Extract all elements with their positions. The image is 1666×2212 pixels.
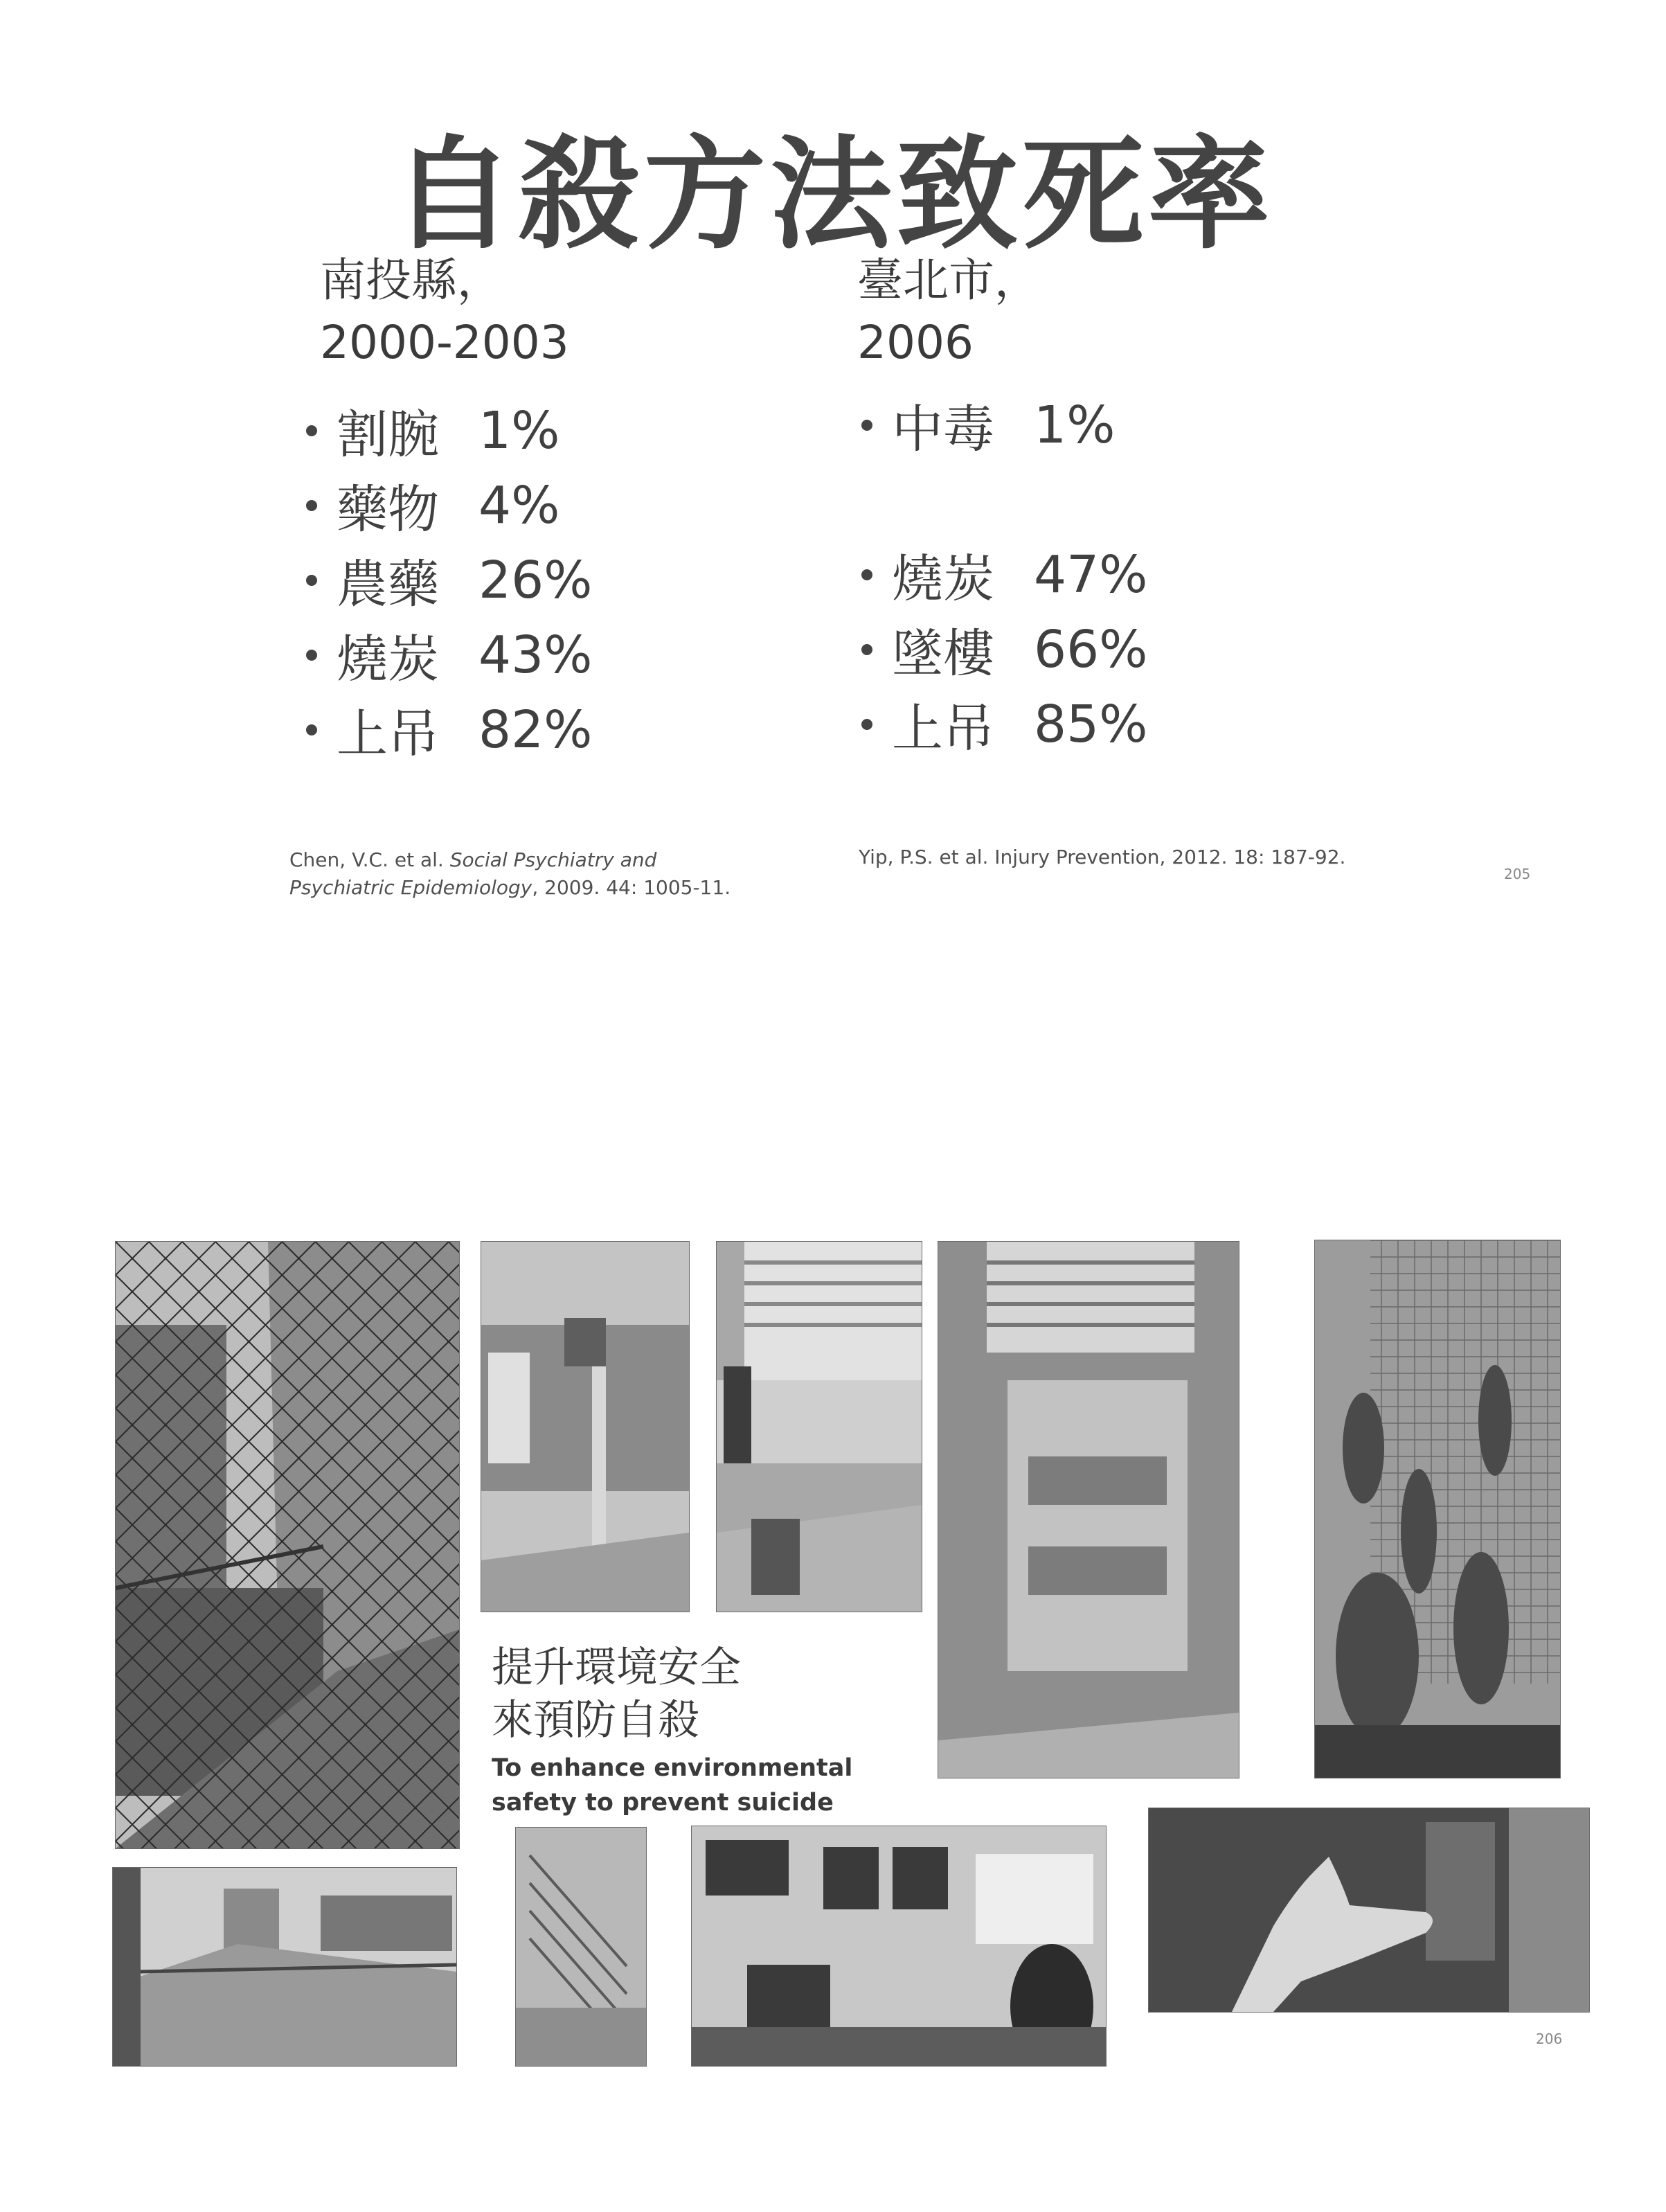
left-region: 南投縣， <box>320 253 503 307</box>
right-column-header <box>857 249 1040 374</box>
photo-hand-window <box>1148 1808 1590 2013</box>
method-label: 中毒 <box>892 400 994 459</box>
bullet-icon <box>861 719 872 730</box>
citation-authors: Chen, V.C. et al. <box>289 848 450 871</box>
list-item <box>861 537 1147 612</box>
bullet-icon <box>306 500 317 511</box>
right-years: 2006 <box>857 316 974 369</box>
right-citation: Yip, P.S. et al. Injury Prevention, 2012. 18: 187-92. <box>859 846 1346 868</box>
bullet-icon <box>306 650 317 661</box>
left-citation <box>289 846 731 902</box>
method-label: 燒炭 <box>337 630 439 689</box>
photo-elevated-walkway <box>112 1867 457 2067</box>
page-number: 205 <box>1504 866 1531 882</box>
right-method-list-top <box>861 388 1115 463</box>
bullet-icon <box>306 724 317 735</box>
method-rate: 1% <box>478 401 560 461</box>
caption-en-line2: safety to prevent suicide <box>492 1789 834 1817</box>
method-rate: 66% <box>1034 620 1148 679</box>
method-rate: 43% <box>478 625 593 685</box>
bullet-icon <box>306 425 317 436</box>
slide-title: 自殺方法致死率 <box>391 124 1274 266</box>
caption-zh-line2: 來預防自殺 <box>492 1696 699 1745</box>
list-item <box>861 388 1115 463</box>
right-method-list-bottom <box>861 537 1147 762</box>
right-region: 臺北市， <box>857 253 1040 307</box>
citation-journal: Psychiatric Epidemiology <box>289 876 532 899</box>
photo-building-courtyard <box>938 1241 1239 1778</box>
method-label: 上吊 <box>337 704 439 764</box>
method-rate: 47% <box>1034 545 1148 605</box>
method-rate: 4% <box>478 476 560 535</box>
method-rate: 82% <box>478 700 593 760</box>
bullet-icon <box>861 644 872 655</box>
left-years: 2000-2003 <box>320 316 569 369</box>
photo-plants-grid <box>1314 1240 1561 1778</box>
method-label: 農藥 <box>337 555 439 614</box>
bullet-icon <box>861 569 872 580</box>
list-item <box>306 693 592 767</box>
slide2-caption <box>492 1641 852 1820</box>
bullet-icon <box>306 575 317 586</box>
method-rate: 1% <box>1034 395 1116 455</box>
method-rate: 26% <box>478 551 593 610</box>
list-item <box>306 618 592 693</box>
method-rate: 85% <box>1034 695 1148 754</box>
photo-monitoring-room <box>691 1826 1107 2067</box>
left-method-list <box>306 393 592 767</box>
method-label: 上吊 <box>892 699 994 758</box>
photo-staircase <box>515 1827 647 2067</box>
list-item <box>861 612 1147 687</box>
left-column-header <box>320 249 569 374</box>
photo-balcony-pole <box>481 1241 690 1612</box>
method-label: 墜樓 <box>892 624 994 684</box>
citation-journal: Social Psychiatry and <box>449 848 657 871</box>
page-number: 206 <box>1536 2031 1563 2047</box>
list-item <box>306 543 592 618</box>
photo-walkway-net <box>115 1241 460 1849</box>
method-label: 割腕 <box>337 405 439 465</box>
caption-en-line1: To enhance environmental <box>492 1754 853 1782</box>
method-label: 燒炭 <box>892 549 994 609</box>
list-item <box>306 468 592 543</box>
photo-stair-window <box>716 1241 922 1612</box>
caption-zh-line1: 提升環境安全 <box>492 1643 741 1692</box>
bullet-icon <box>861 420 872 431</box>
method-label: 藥物 <box>337 480 439 539</box>
list-item <box>861 687 1147 762</box>
list-item <box>306 393 592 468</box>
citation-details: , 2009. 44: 1005-11. <box>532 876 731 899</box>
